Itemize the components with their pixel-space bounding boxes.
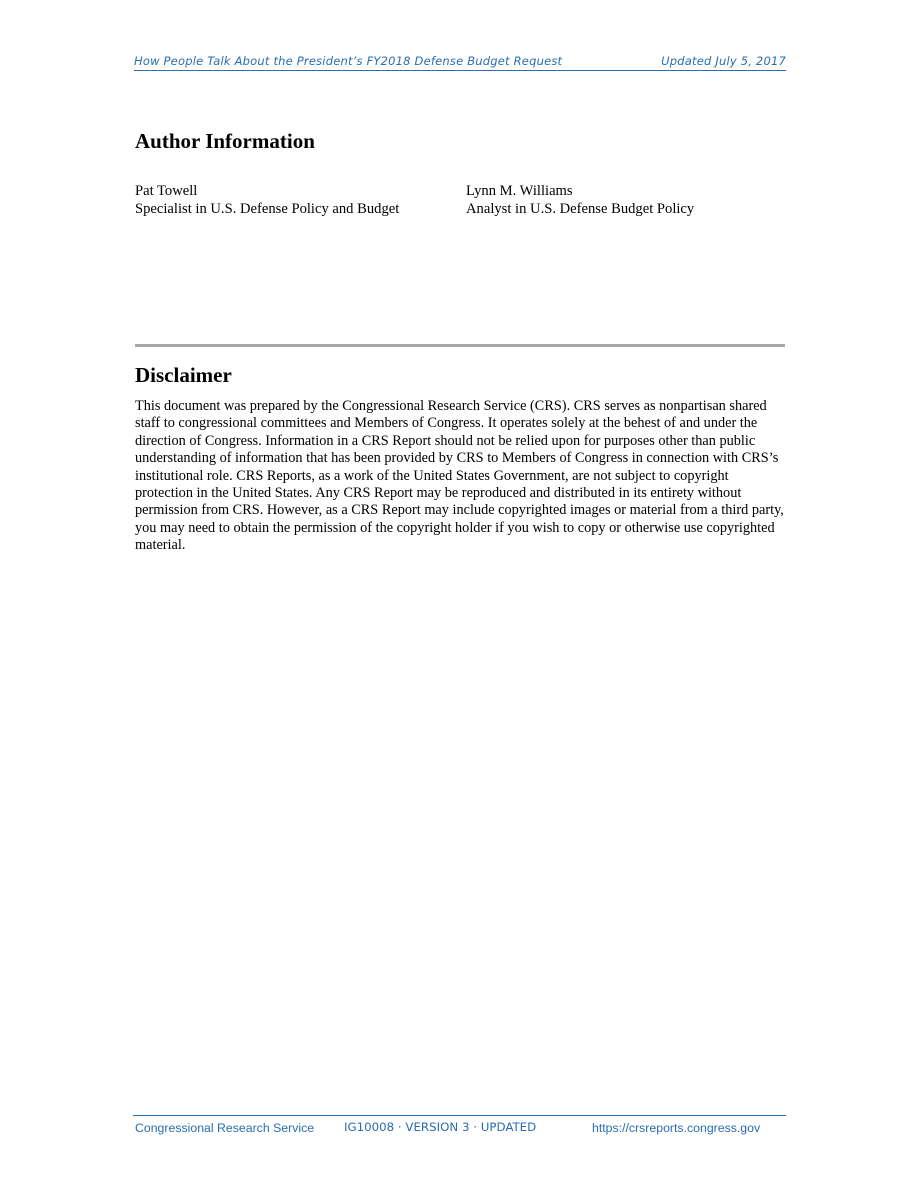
page-header [134, 54, 786, 71]
header-report-title: How People Talk About the President’s FY2018 Defense Budget Request [134, 54, 563, 68]
author-name: Pat Towell [135, 183, 198, 199]
author-information-heading: Author Information [135, 129, 315, 153]
author-card [466, 182, 694, 218]
page-footer [133, 1115, 786, 1136]
footer-organization: Congressional Research Service [135, 1121, 315, 1135]
disclaimer-heading: Disclaimer [135, 363, 232, 387]
footer-report-id: IG10008 · VERSION 3 · UPDATED [344, 1120, 537, 1134]
author-title: Specialist in U.S. Defense Policy and Budget [135, 201, 400, 217]
header-updated-date: Updated July 5, 2017 [661, 54, 786, 68]
author-title: Analyst in U.S. Defense Budget Policy [466, 201, 695, 217]
author-name: Lynn M. Williams [466, 183, 573, 199]
footer-url-link[interactable]: https://crsreports.congress.gov [592, 1121, 761, 1135]
disclaimer-text: This document was prepared by the Congressional Research Service (CRS). CRS serves as nonpartisan shared staff to congressional committees and Members of Congress. It operates solely at the behest of and under the direction of Congress. Information in a CRS Report should not be relied upon for purposes other than public understanding of information that has been provided by CRS to Members of Congress in connection with CRS’s institutional role. CRS Reports, as a work of the United States Government, are not subject to copyright protection in the United States. Any CRS Report may be reproduced and distributed in its entirety without permission from CRS. However, as a CRS Report may include copyrighted images or material from a third party, you may need to obtain the permission of the copyright holder if you wish to copy or otherwise use copyrighted material. [135, 398, 784, 554]
author-card [135, 182, 399, 218]
section-divider [135, 344, 785, 347]
